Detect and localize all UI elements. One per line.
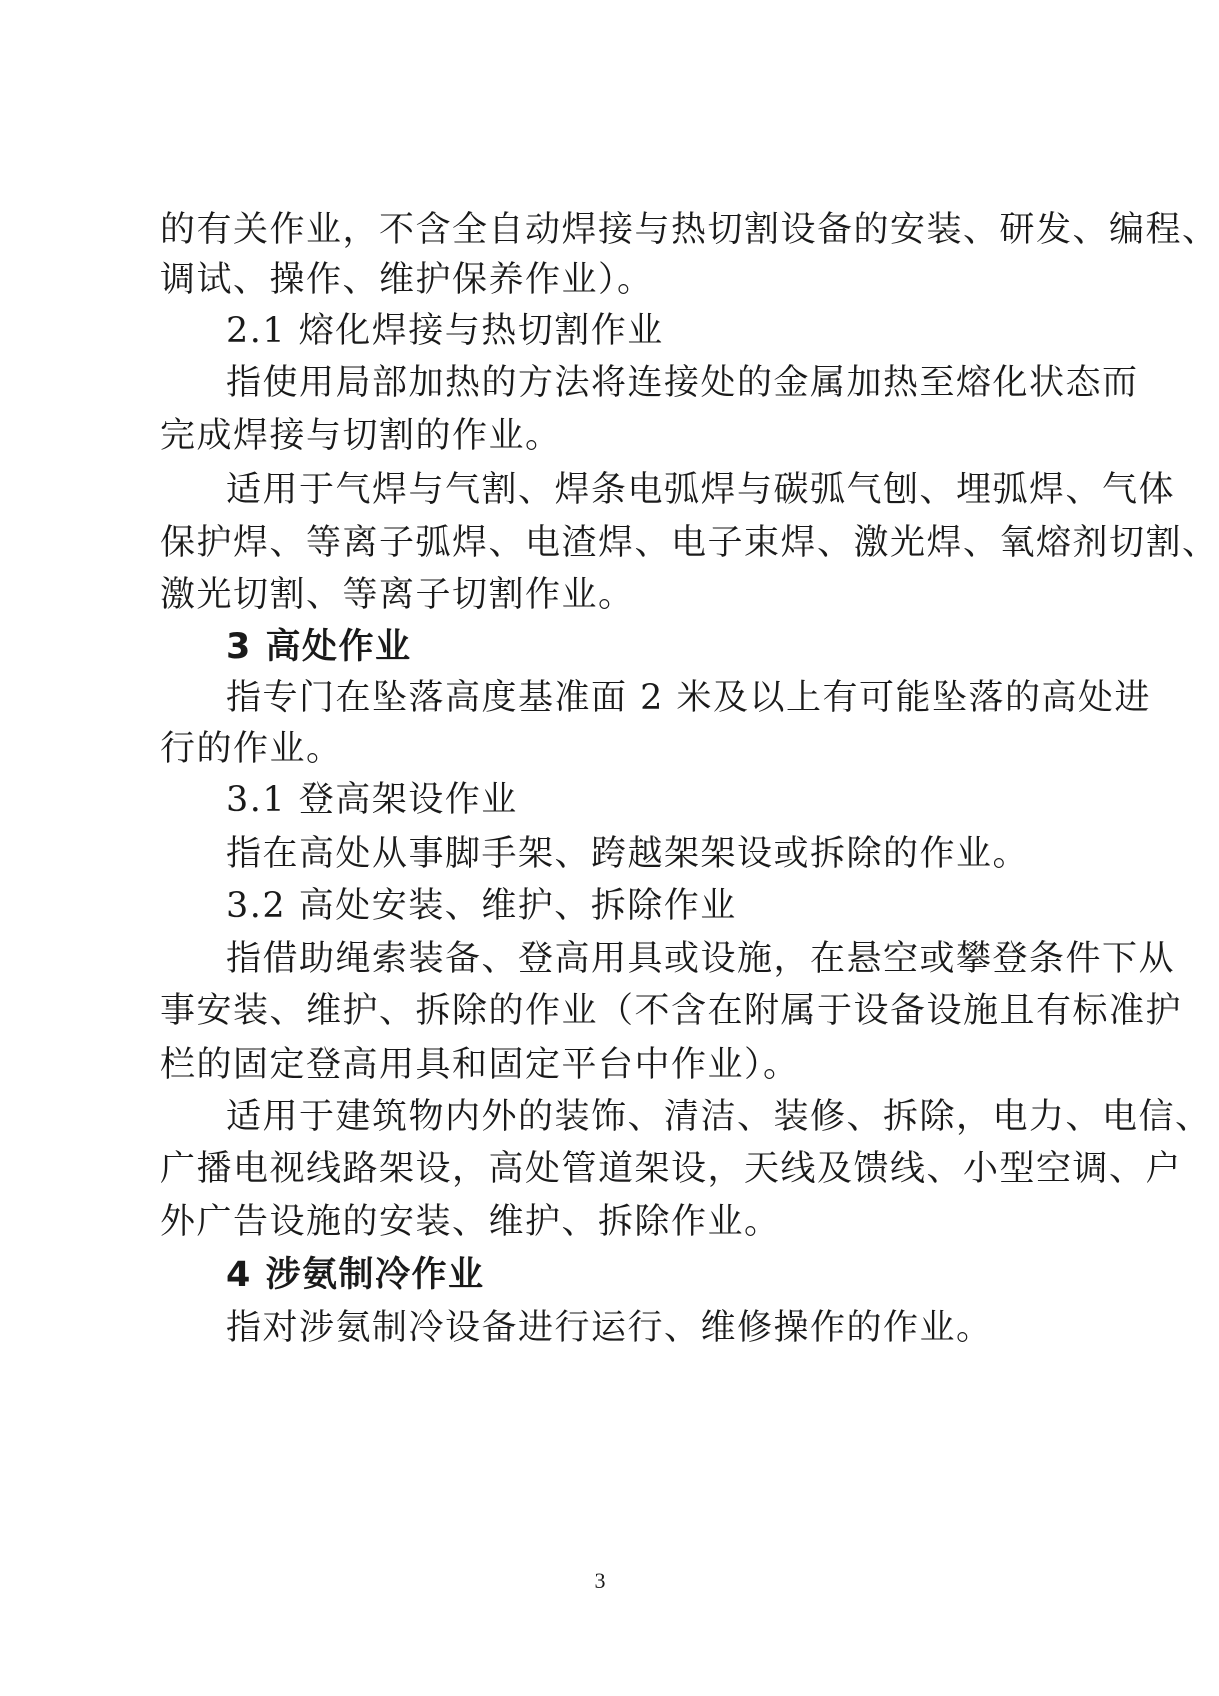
subsection-heading-3-1: 3.1 登高架设作业: [226, 780, 518, 820]
body-text-line: 指在高处从事脚手架、跨越架架设或拆除的作业。: [226, 834, 1030, 874]
body-text-line: 栏的固定登高用具和固定平台中作业）。: [160, 1045, 800, 1085]
body-text-line: 保护焊、等离子弧焊、电渣焊、电子束焊、激光焊、氧熔剂切割、: [160, 523, 1219, 563]
body-text-line: 广播电视线路架设，高处管道架设，天线及馈线、小型空调、户: [160, 1149, 1183, 1189]
page-number: 3: [594, 1568, 606, 1593]
body-text-line: 指对涉氨制冷设备进行运行、维修操作的作业。: [226, 1308, 993, 1348]
body-text-line: 事安装、维护、拆除的作业（不含在附属于设备设施且有标准护: [160, 991, 1183, 1031]
body-text-line: 适用于气焊与气割、焊条电弧焊与碳弧气刨、埋弧焊、气体: [226, 470, 1176, 510]
body-text-line: 的有关作业，不含全自动焊接与热切割设备的安装、研发、编程、: [160, 210, 1219, 250]
section-heading-3: 3 高处作业: [226, 627, 412, 667]
body-text-line: 行的作业。: [160, 729, 343, 769]
body-text-line: 外广告设施的安装、维护、拆除作业。: [160, 1202, 781, 1242]
body-text-line: 指专门在坠落高度基准面 2 米及以上有可能坠落的高处进: [226, 678, 1152, 718]
body-text-line: 调试、操作、维护保养作业）。: [160, 260, 654, 300]
body-text-line: 激光切割、等离子切割作业。: [160, 575, 635, 615]
subsection-heading-3-2: 3.2 高处安装、维护、拆除作业: [226, 886, 737, 926]
body-text-line: 指使用局部加热的方法将连接处的金属加热至熔化状态而: [226, 363, 1139, 403]
subsection-heading-2-1: 2.1 熔化焊接与热切割作业: [226, 311, 664, 351]
section-heading-4: 4 涉氨制冷作业: [226, 1255, 485, 1295]
body-text-line: 指借助绳索装备、登高用具或设施，在悬空或攀登条件下从: [226, 939, 1176, 979]
body-text-line: 适用于建筑物内外的装饰、清洁、装修、拆除，电力、电信、: [226, 1097, 1212, 1137]
body-text-line: 完成焊接与切割的作业。: [160, 416, 562, 456]
